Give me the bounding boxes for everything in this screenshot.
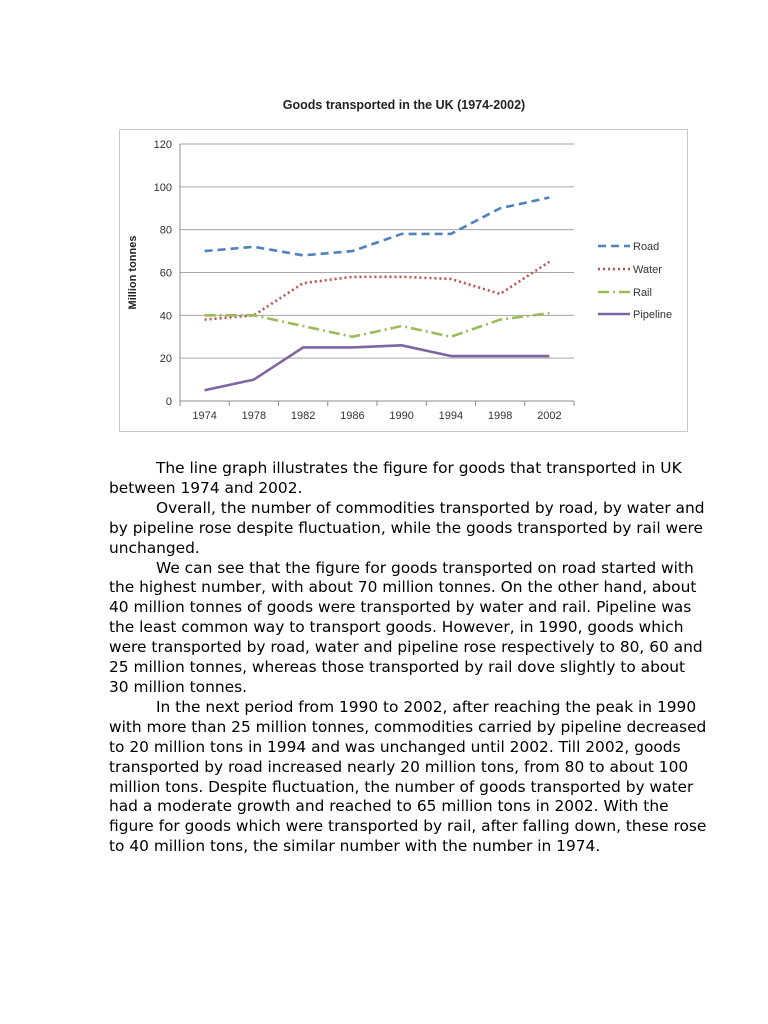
data-point-rail	[350, 335, 354, 339]
y-tick-label: 40	[159, 310, 172, 323]
y-tick-label: 120	[153, 139, 172, 151]
essay-paragraph: In the next period from 1990 to 2002, after reaching the peak in 1990 with more than 25 million tonnes, commodities carried by pipeline decreased to 20 million tons in 1994 and was unchanged until 2002. Till 2002, goods transported by road increased nearly 20 million tons, from 80 to about 100 million tons. Despite fluctuation, the number of goods transported by water had a moderate growth and reached to 65 million tons in 2002. With the figure for goods which were transported by rail, after falling down, these rose to 40 million tons, the similar number with the number in 1974.	[109, 697, 707, 856]
data-point-water	[350, 275, 354, 279]
y-tick-label: 80	[159, 224, 172, 237]
y-axis-title: Million tonnes	[127, 235, 139, 310]
y-tick-label: 20	[159, 353, 172, 366]
data-point-water	[449, 277, 453, 281]
data-point-water	[498, 292, 502, 296]
data-point-pipeline	[252, 378, 256, 382]
legend-label-rail: Rail	[633, 287, 652, 299]
data-point-water	[547, 260, 551, 264]
series-line-rail	[205, 313, 550, 337]
data-point-water	[203, 318, 207, 322]
chart-title: Goods transported in the UK (1974-2002)	[282, 98, 526, 112]
data-point-road	[203, 249, 207, 253]
x-tick-label: 1986	[340, 410, 365, 422]
data-point-pipeline	[301, 345, 305, 349]
data-point-pipeline	[547, 354, 551, 358]
data-point-rail	[301, 324, 305, 328]
data-point-road	[252, 245, 256, 249]
data-point-road	[449, 232, 453, 236]
data-point-pipeline	[350, 345, 354, 349]
essay-paragraph: We can see that the figure for goods transported on road started with the highest number, with about 70 million tonnes. On the other hand, about 40 million tonnes of goods were transported by water and rail. Pipeline was the least common way to transport goods. However, in 1990, goods which were transported by road, water and pipeline rose respectively to 80, 60 and 25 million tonnes, whereas those transported by rail dove slightly to about 30 million tonnes.	[109, 558, 703, 696]
line-chart	[120, 130, 687, 431]
y-tick-label: 60	[159, 267, 172, 280]
data-point-water	[301, 281, 305, 285]
x-tick-label: 1982	[290, 410, 316, 422]
data-point-pipeline	[449, 354, 453, 358]
x-tick-label: 1990	[389, 410, 414, 422]
legend-label-pipeline: Pipeline	[633, 309, 673, 321]
essay-paragraph: Overall, the number of commodities transported by road, by water and by pipeline rose despite fluctuation, while the goods transported by rail were unchanged.	[109, 498, 705, 557]
y-tick-label: 100	[153, 181, 172, 194]
data-point-rail	[547, 311, 551, 315]
y-tick-label: 0	[165, 396, 172, 408]
data-point-rail	[252, 313, 256, 317]
essay-paragraph: The line graph illustrates the figure for goods that transported in UK between 1974 and 2002.	[109, 459, 682, 497]
chart-frame	[119, 129, 688, 432]
x-tick-label: 1978	[241, 410, 267, 422]
data-point-pipeline	[400, 343, 404, 347]
data-point-road	[547, 196, 551, 200]
series-line-water	[205, 262, 550, 320]
x-tick-label: 1994	[438, 410, 464, 422]
data-point-road	[400, 232, 404, 236]
x-tick-label: 2002	[537, 410, 562, 422]
x-tick-label: 1998	[487, 410, 513, 422]
data-point-road	[301, 253, 305, 257]
data-point-road	[350, 249, 354, 253]
data-point-road	[498, 206, 502, 210]
data-point-rail	[449, 335, 453, 339]
series-line-pipeline	[205, 345, 550, 390]
data-point-rail	[400, 324, 404, 328]
data-point-pipeline	[203, 388, 207, 392]
data-point-water	[400, 275, 404, 279]
legend-label-road: Road	[633, 241, 660, 253]
essay-text	[109, 459, 709, 857]
series-line-road	[205, 198, 550, 256]
data-point-rail	[498, 318, 502, 322]
x-tick-label: 1974	[192, 410, 217, 422]
data-point-rail	[203, 313, 207, 317]
legend-label-water: Water	[633, 264, 662, 276]
data-point-pipeline	[498, 354, 502, 358]
